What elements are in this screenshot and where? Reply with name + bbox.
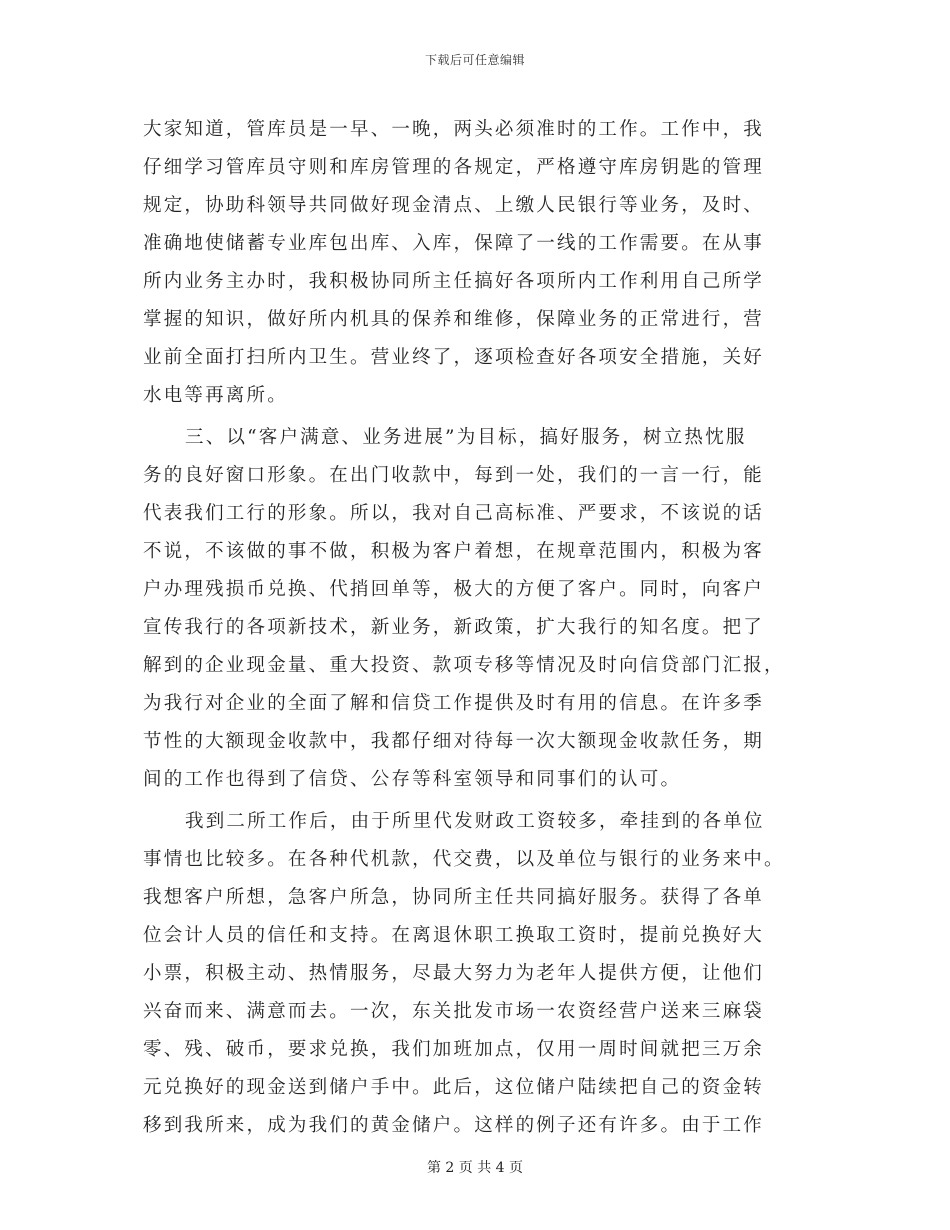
- paragraph: [143, 419, 807, 799]
- text-line: 我想客户所想，急客户所急，协同所主任共同搞好服务。获得了各单: [143, 887, 765, 908]
- text-line: 仔细学习管库员守则和库房管理的各规定，严格遵守库房钥匙的管理: [143, 157, 765, 178]
- text-line: 不说，不该做的事不做，积极为客户着想，在规章范围内，积极为客: [143, 541, 765, 562]
- text-line: 移到我所来，成为我们的黄金储户。这样的例子还有许多。由于工作: [143, 1115, 765, 1136]
- text-line: 掌握的知识，做好所内机具的保养和维修，保障业务的正常进行，营: [143, 309, 765, 330]
- text-line: 兴奋而来、满意而去。一次，东关批发市场一农资经营户送来三麻袋: [143, 1001, 765, 1022]
- text-line: 水电等再离所。: [143, 385, 288, 406]
- text-line: 节性的大额现金收款中，我都仔细对待每一次大额现金收款任务，期: [143, 731, 765, 752]
- text-line: 小票，积极主动、热情服务，尽最大努力为老年人提供方便，让他们: [143, 963, 765, 984]
- text-line: 我到二所工作后，由于所里代发财政工资较多，牵挂到的各单位: [185, 811, 765, 832]
- text-line: 间的工作也得到了信贷、公存等科室领导和同事们的认可。: [143, 769, 682, 790]
- text-line: 代表我们工行的形象。所以，我对自己高标准、严要求，不该说的话: [143, 503, 765, 524]
- text-line: 元兑换好的现金送到储户手中。此后，这位储户陆续把自己的资金转: [143, 1077, 765, 1098]
- text-line: 事情也比较多。在各种代机款，代交费，以及单位与银行的业务来中。: [143, 849, 785, 870]
- document-body: [143, 111, 807, 1145]
- text-line: 为我行对企业的全面了解和信贷工作提供及时有用的信息。在许多季: [143, 693, 765, 714]
- text-line: 户办理残损币兑换、代捎回单等，极大的方便了客户。同时，向客户: [143, 579, 765, 600]
- paragraph: [143, 111, 807, 415]
- page-number-footer: 第 2 页 共 4 页: [426, 1160, 524, 1176]
- text-line: 零、残、破币，要求兑换，我们加班加点，仅用一周时间就把三万余: [143, 1039, 765, 1060]
- text-line: 三、以“客户满意、业务进展”为目标，搞好服务，树立热忱服: [185, 427, 747, 448]
- text-line: 准确地使储蓄专业库包出库、入库，保障了一线的工作需要。在从事: [143, 233, 765, 254]
- paragraph: [143, 803, 807, 1145]
- text-line: 所内业务主办时，我积极协同所主任搞好各项所内工作利用自己所学: [143, 271, 765, 292]
- text-line: 宣传我行的各项新技术，新业务，新政策，扩大我行的知名度。把了: [143, 617, 765, 638]
- text-line: 大家知道，管库员是一早、一晚，两头必须准时的工作。工作中，我: [143, 119, 765, 140]
- text-line: 位会计人员的信任和支持。在离退休职工换取工资时，提前兑换好大: [143, 925, 765, 946]
- text-line: 业前全面打扫所内卫生。营业终了，逐项检查好各项安全措施，关好: [143, 347, 765, 368]
- text-line: 规定，协助科领导共同做好现金清点、上缴人民银行等业务，及时、: [143, 195, 765, 216]
- text-line: 务的良好窗口形象。在出门收款中，每到一处，我们的一言一行，能: [143, 465, 765, 486]
- page-header: 下载后可任意编辑: [424, 53, 525, 67]
- text-line: 解到的企业现金量、重大投资、款项专移等情况及时向信贷部门汇报，: [143, 655, 785, 676]
